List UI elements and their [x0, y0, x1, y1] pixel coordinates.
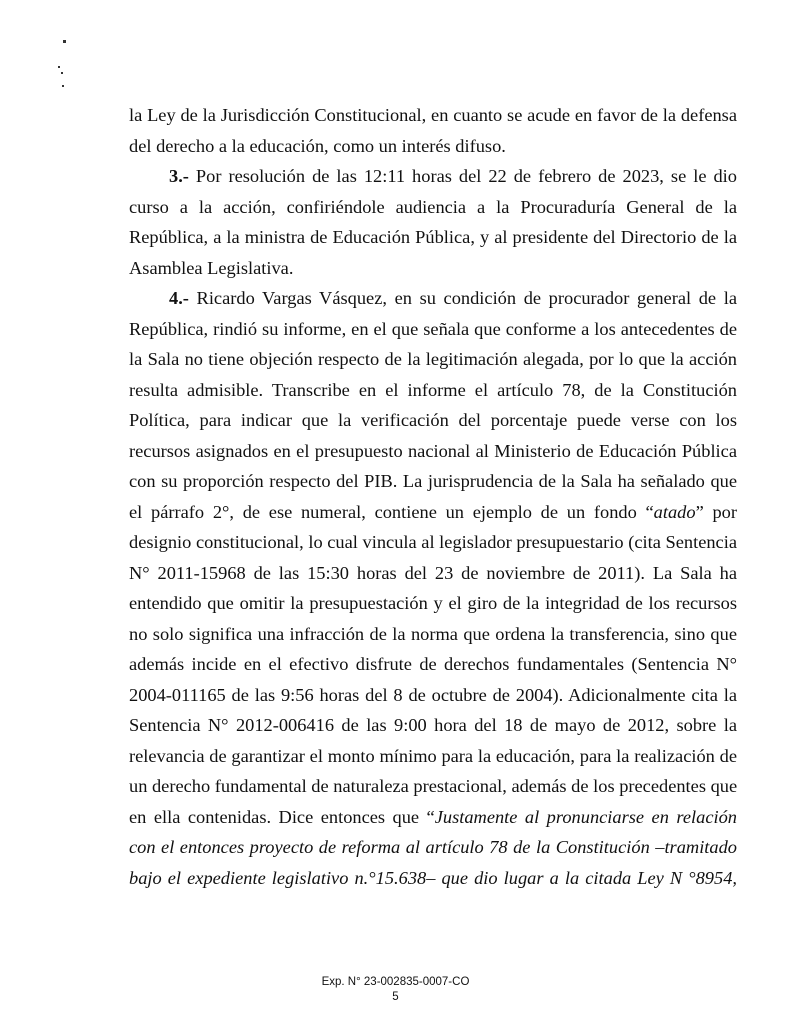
text-line: Sentencia N° 2012-006416 de las 9:00 hora del 18 de mayo de 2012, sobre la	[129, 715, 737, 735]
text-line: designio constitucional, lo cual vincula al legislador presupuestario (cita Sentencia	[129, 532, 737, 552]
text-line: República, rindió su informe, en el que señala que conforme a los antecedentes de	[129, 318, 737, 339]
quoted-text-line: bajo el expediente legislativo n.°15.638– que dio lugar a la citada Ley N °8954,	[129, 867, 737, 888]
scan-speck	[61, 72, 63, 74]
scan-speck	[58, 66, 60, 68]
document-body	[129, 100, 737, 893]
quoted-text-line: con el entonces proyecto de reforma al artículo 78 de la Constitución –tramitado	[129, 837, 737, 857]
scan-speck	[62, 85, 64, 87]
paragraph-number: 3.-	[169, 166, 189, 186]
text-run: ” por	[695, 501, 737, 522]
text-line: N° 2011-15968 de las 15:30 horas del 23 de noviembre de 2011). La Sala ha	[129, 562, 737, 583]
case-number: Exp. N° 23-002835-0007-CO	[321, 976, 470, 988]
text-line: 2004-011165 de las 9:56 horas del 8 de octubre de 2004). Adicionalmente cita la	[129, 684, 737, 705]
text-run: Ricardo Vargas Vásquez, en su condición de procurador general de la	[196, 288, 737, 308]
text-line: la Ley de la Jurisdicción Constitucional, en cuanto se acude en favor de la defensa	[129, 105, 737, 125]
text-line: Política, para indicar que la verificación del porcentaje puede verse con los	[129, 410, 737, 430]
text-run: en ella contenidas. Dice entonces que “	[129, 806, 435, 827]
paragraph-3-first-line	[129, 161, 737, 192]
text-line: relevancia de garantizar el monto mínimo para la educación, para la realización de	[129, 745, 737, 766]
text-line: no solo significa una infracción de la norma que ordena la transferencia, sino que	[129, 623, 737, 644]
text-line-with-quote	[129, 802, 737, 833]
text-line: la Sala no tiene objeción respecto de la legitimación alegada, por lo que la acción	[129, 349, 737, 369]
text-line: República, a la ministra de Educación Pública, y al presidente del Directorio de la	[129, 227, 737, 247]
text-line: un derecho fundamental de naturaleza prestacional, además de los precedentes que	[129, 776, 738, 796]
text-line: entendido que omitir la presupuestación y el giro de la integridad de los recursos	[129, 593, 737, 613]
italic-term: atado	[653, 501, 696, 522]
text-line: con su proporción respecto del PIB. La jurisprudencia de la Sala ha señalado que	[129, 471, 737, 491]
quoted-text: Justamente al pronunciarse en relación	[434, 806, 737, 827]
text-run: el párrafo 2°, de ese numeral, contiene un ejemplo de un fondo “	[129, 501, 654, 522]
text-line: además incide en el efectivo disfrute de derechos fundamentales (Sentencia N°	[129, 654, 737, 674]
text-line: recursos asignados en el presupuesto nacional al Ministerio de Educación Pública	[129, 440, 737, 461]
text-line: curso a la acción, confiriéndole audiencia a la Procuraduría General de la	[129, 196, 737, 217]
paragraph-4-first-line	[129, 283, 737, 314]
text-line: del derecho a la educación, como un interés difuso.	[129, 135, 506, 156]
paragraph-number: 4.-	[169, 288, 189, 308]
page-number: 5	[392, 991, 399, 1003]
text-line: resulta admisible. Transcribe en el informe el artículo 78, de la Constitución	[129, 379, 737, 400]
text-line: Asamblea Legislativa.	[129, 257, 294, 278]
scan-speck	[63, 40, 66, 43]
text-line-with-italic	[129, 497, 737, 528]
text-run: Por resolución de las 12:11 horas del 22 de febrero de 2023, se le dio	[195, 166, 737, 186]
